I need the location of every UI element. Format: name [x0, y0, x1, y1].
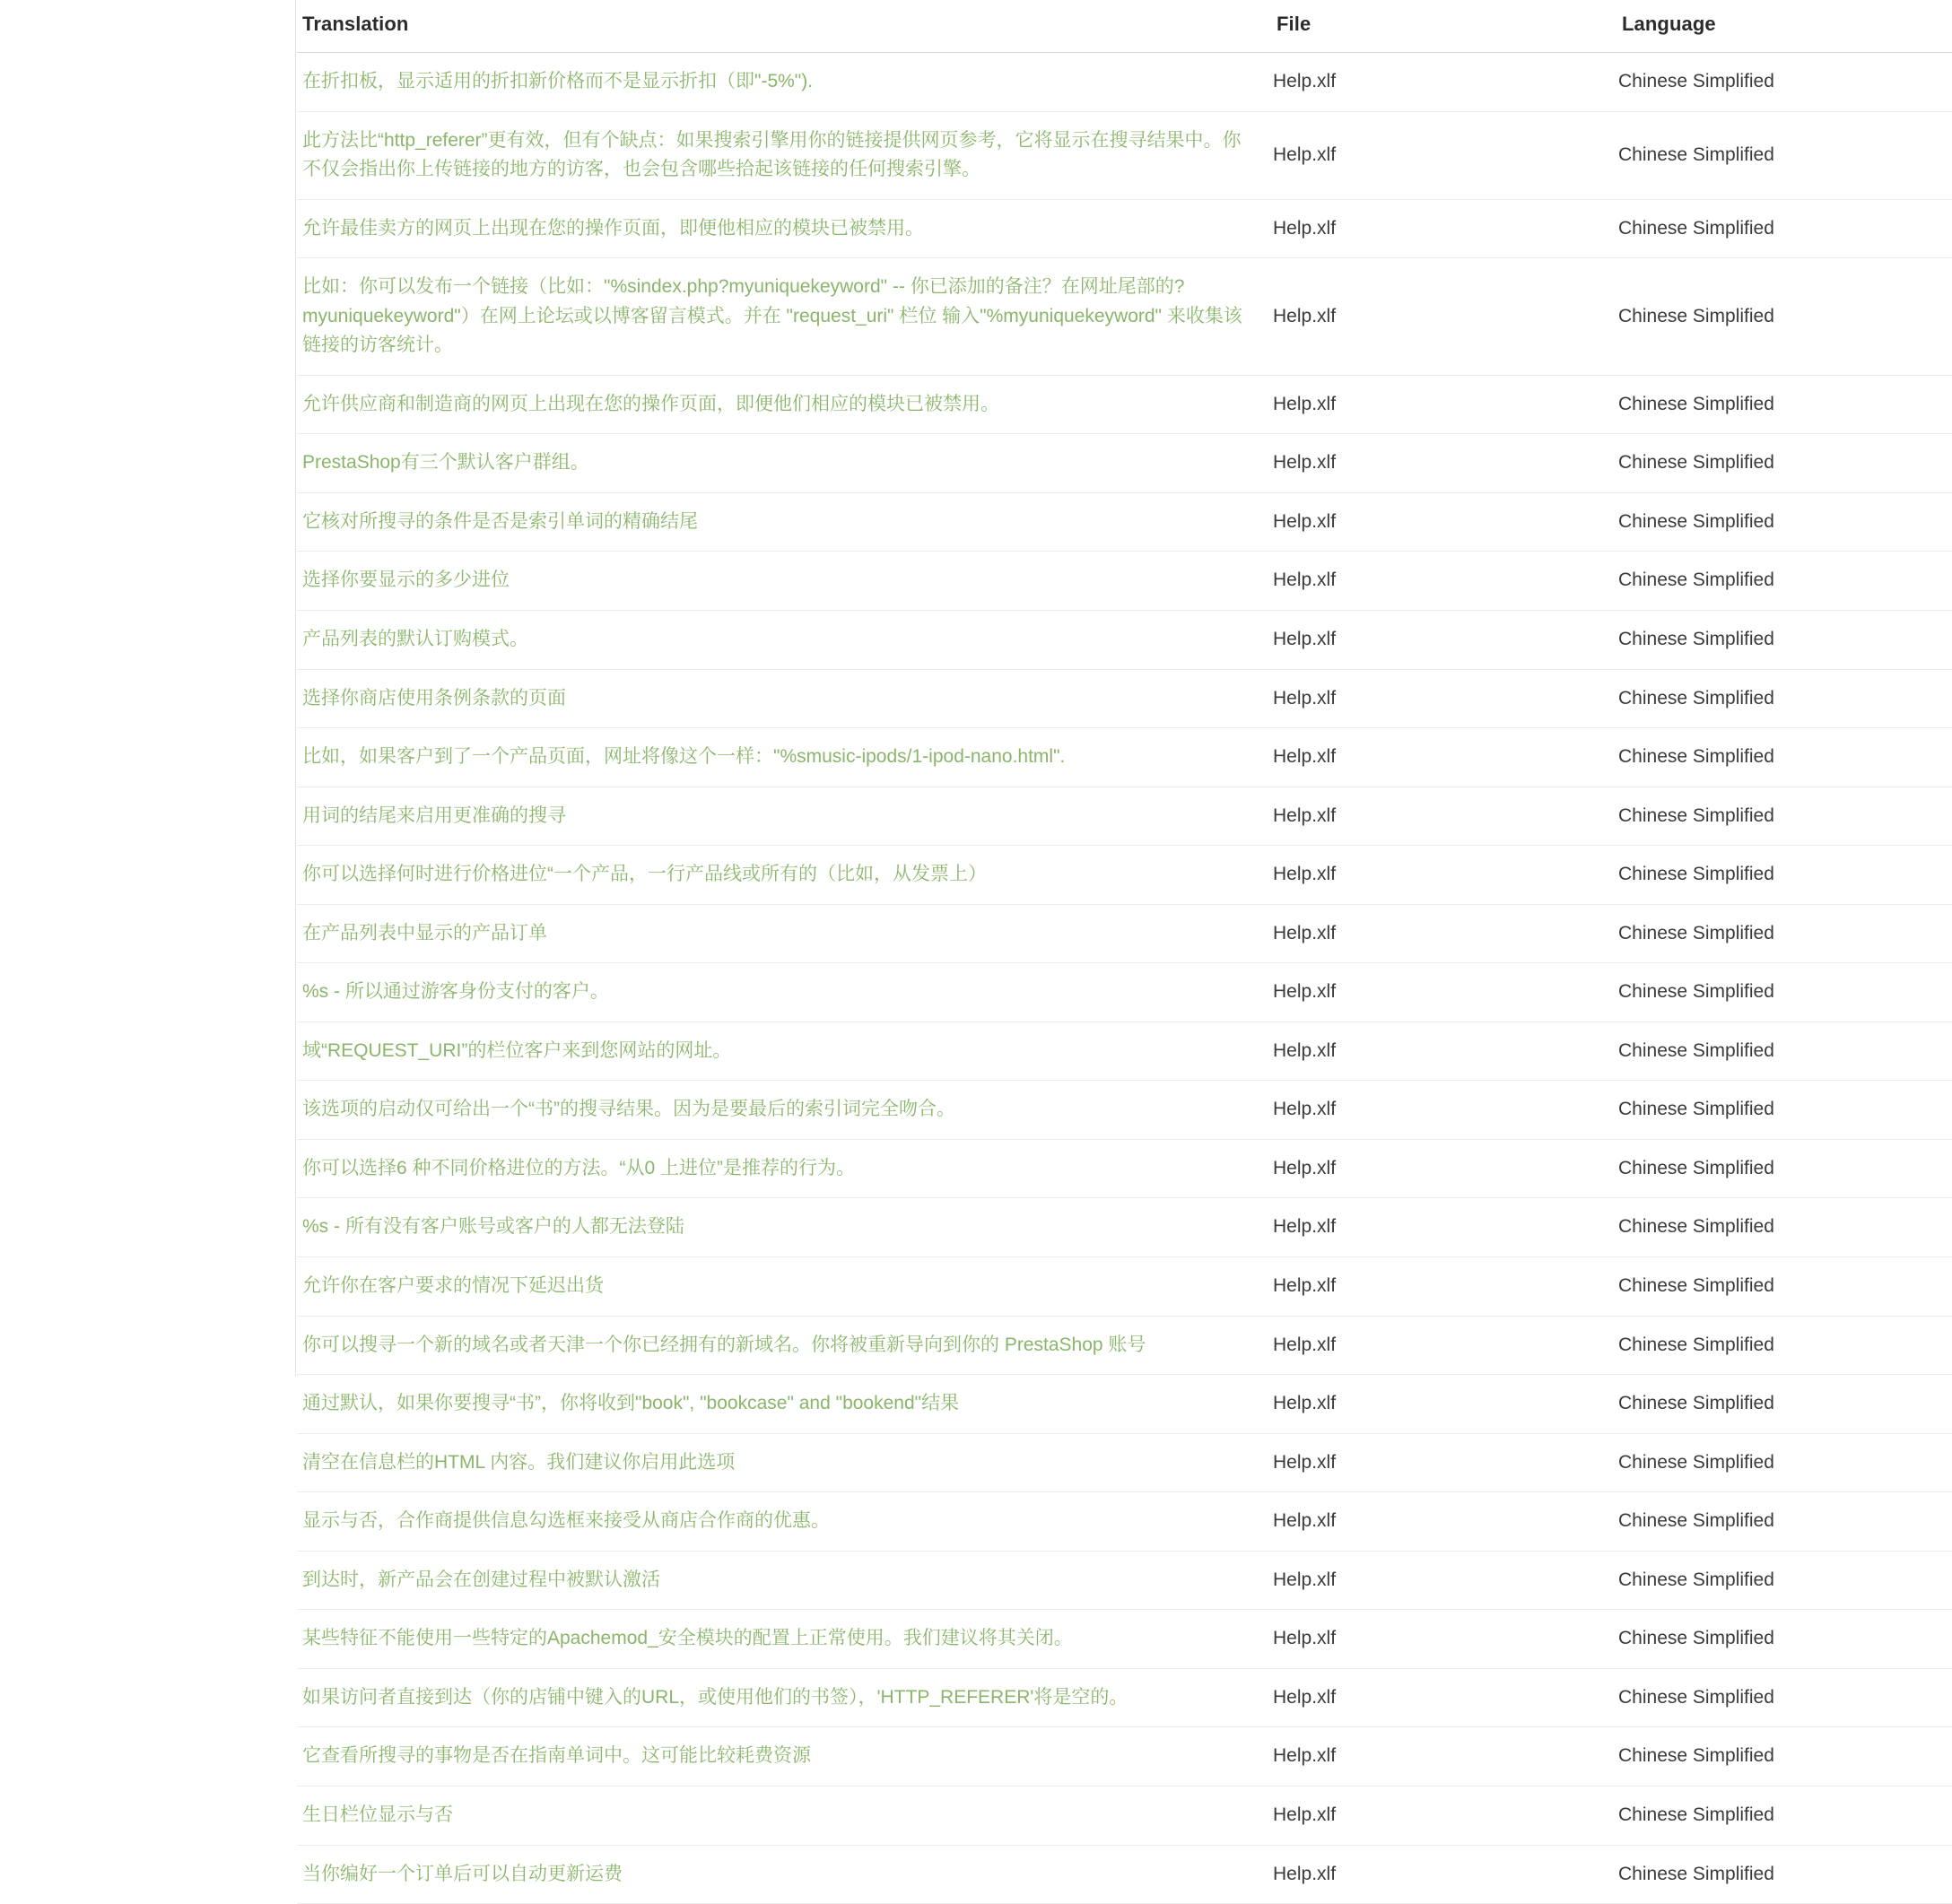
- cell-language: Chinese Simplified: [1613, 1316, 1952, 1375]
- cell-file: Help.xlf: [1268, 375, 1613, 434]
- table-row[interactable]: [297, 1081, 1952, 1140]
- cell-language: Chinese Simplified: [1613, 1022, 1952, 1081]
- cell-translation[interactable]: 允许你在客户要求的情况下延迟出货: [297, 1257, 1268, 1317]
- cell-translation[interactable]: 用词的结尾来启用更准确的搜寻: [297, 787, 1268, 846]
- table-row[interactable]: [297, 1845, 1952, 1904]
- table-row[interactable]: [297, 492, 1952, 552]
- cell-translation[interactable]: 域“REQUEST_URI”的栏位客户来到您网站的网址。: [297, 1022, 1268, 1081]
- translations-table-header: [297, 0, 1952, 53]
- cell-file: Help.xlf: [1268, 611, 1613, 670]
- cell-translation[interactable]: 某些特征不能使用一些特定的Apachemod_安全模块的配置上正常使用。我们建议将其关闭。: [297, 1610, 1268, 1669]
- cell-translation[interactable]: 该选项的启动仅可给出一个“书”的搜寻结果。因为是要最后的索引词完全吻合。: [297, 1081, 1268, 1140]
- cell-translation[interactable]: 它查看所搜寻的事物是否在指南单词中。这可能比较耗费资源: [297, 1727, 1268, 1787]
- cell-language: Chinese Simplified: [1613, 904, 1952, 963]
- cell-language: Chinese Simplified: [1613, 199, 1952, 258]
- cell-file: Help.xlf: [1268, 963, 1613, 1022]
- table-row[interactable]: [297, 1727, 1952, 1787]
- table-row[interactable]: [297, 53, 1952, 112]
- cell-file: Help.xlf: [1268, 728, 1613, 787]
- table-row[interactable]: [297, 963, 1952, 1022]
- translations-content-area: [297, 0, 1952, 1884]
- table-row[interactable]: [297, 904, 1952, 963]
- cell-language: Chinese Simplified: [1613, 1257, 1952, 1317]
- cell-language: Chinese Simplified: [1613, 728, 1952, 787]
- table-row[interactable]: [297, 1375, 1952, 1434]
- table-row[interactable]: [297, 111, 1952, 199]
- cell-file: Help.xlf: [1268, 846, 1613, 905]
- cell-translation[interactable]: 通过默认，如果你要搜寻“书”，你将收到"book", "bookcase" and "bookend"结果: [297, 1375, 1268, 1434]
- cell-file: Help.xlf: [1268, 53, 1613, 112]
- translations-table-body: [297, 53, 1952, 1904]
- cell-translation[interactable]: 如果访问者直接到达（你的店铺中键入的URL，或使用他们的书签），'HTTP_REFERER'将是空的。: [297, 1668, 1268, 1727]
- cell-language: Chinese Simplified: [1613, 111, 1952, 199]
- cell-file: Help.xlf: [1268, 1257, 1613, 1317]
- cell-file: Help.xlf: [1268, 1845, 1613, 1904]
- cell-language: Chinese Simplified: [1613, 1198, 1952, 1257]
- cell-file: Help.xlf: [1268, 1492, 1613, 1552]
- cell-language: Chinese Simplified: [1613, 434, 1952, 493]
- cell-language: Chinese Simplified: [1613, 1492, 1952, 1552]
- cell-file: Help.xlf: [1268, 1610, 1613, 1669]
- cell-language: Chinese Simplified: [1613, 552, 1952, 611]
- table-row[interactable]: [297, 1257, 1952, 1317]
- left-sidebar-gutter: [0, 0, 296, 1376]
- table-row[interactable]: [297, 258, 1952, 376]
- cell-translation[interactable]: 比如，如果客户到了一个产品页面，网址将像这个一样："%smusic-ipods/1-ipod-nano.html".: [297, 728, 1268, 787]
- cell-language: Chinese Simplified: [1613, 1668, 1952, 1727]
- cell-file: Help.xlf: [1268, 111, 1613, 199]
- cell-translation[interactable]: 到达时，新产品会在创建过程中被默认激活: [297, 1551, 1268, 1610]
- cell-translation[interactable]: 当你编好一个订单后可以自动更新运费: [297, 1845, 1268, 1904]
- cell-language: Chinese Simplified: [1613, 1610, 1952, 1669]
- cell-file: Help.xlf: [1268, 1375, 1613, 1434]
- cell-language: Chinese Simplified: [1613, 258, 1952, 376]
- cell-translation[interactable]: 你可以选择6 种不同价格进位的方法。“从0 上进位”是推荐的行为。: [297, 1139, 1268, 1198]
- cell-language: Chinese Simplified: [1613, 1786, 1952, 1845]
- cell-translation[interactable]: 你可以选择何时进行价格进位“一个产品，一行产品线或所有的（比如，从发票上）: [297, 846, 1268, 905]
- cell-language: Chinese Simplified: [1613, 492, 1952, 552]
- table-row[interactable]: [297, 1551, 1952, 1610]
- cell-translation[interactable]: PrestaShop有三个默认客户群组。: [297, 434, 1268, 493]
- cell-file: Help.xlf: [1268, 1139, 1613, 1198]
- cell-language: Chinese Simplified: [1613, 963, 1952, 1022]
- cell-translation[interactable]: %s - 所有没有客户账号或客户的人都无法登陆: [297, 1198, 1268, 1257]
- cell-file: Help.xlf: [1268, 492, 1613, 552]
- cell-language: Chinese Simplified: [1613, 669, 1952, 728]
- cell-language: Chinese Simplified: [1613, 1433, 1952, 1492]
- cell-language: Chinese Simplified: [1613, 787, 1952, 846]
- cell-translation[interactable]: 清空在信息栏的HTML 内容。我们建议你启用此选项: [297, 1433, 1268, 1492]
- cell-language: Chinese Simplified: [1613, 375, 1952, 434]
- cell-file: Help.xlf: [1268, 1727, 1613, 1787]
- cell-file: Help.xlf: [1268, 552, 1613, 611]
- cell-language: Chinese Simplified: [1613, 611, 1952, 670]
- table-row[interactable]: [297, 552, 1952, 611]
- cell-translation[interactable]: 此方法比“http_referer”更有效，但有个缺点：如果搜索引擎用你的链接提供网页参考，它将显示在搜寻结果中。你不仅会指出你上传链接的地方的访客，也会包含哪些拾起该链接的任何搜索引擎。: [297, 111, 1268, 199]
- cell-language: Chinese Simplified: [1613, 1727, 1952, 1787]
- table-row[interactable]: [297, 1668, 1952, 1727]
- cell-file: Help.xlf: [1268, 669, 1613, 728]
- table-row[interactable]: [297, 1786, 1952, 1845]
- cell-translation[interactable]: 在产品列表中显示的产品订单: [297, 904, 1268, 963]
- cell-translation[interactable]: 比如：你可以发布一个链接（比如："%sindex.php?myuniquekeyword" -- 你已添加的备注？在网址尾部的?myuniquekeyword"）在网上论坛或以博客留言模式。并在 "request_uri" 栏位 输入"%myuniquekeyword" 来收集该链接的访客统计。: [297, 258, 1268, 376]
- cell-language: Chinese Simplified: [1613, 1551, 1952, 1610]
- table-row[interactable]: [297, 1139, 1952, 1198]
- table-row[interactable]: [297, 1316, 1952, 1375]
- table-header-row: [297, 0, 1952, 53]
- column-header-language[interactable]: Language: [1613, 0, 1952, 53]
- cell-file: Help.xlf: [1268, 258, 1613, 376]
- cell-language: Chinese Simplified: [1613, 1081, 1952, 1140]
- cell-file: Help.xlf: [1268, 1786, 1613, 1845]
- cell-file: Help.xlf: [1268, 904, 1613, 963]
- cell-translation[interactable]: 产品列表的默认订购模式。: [297, 611, 1268, 670]
- cell-file: Help.xlf: [1268, 787, 1613, 846]
- cell-translation[interactable]: 生日栏位显示与否: [297, 1786, 1268, 1845]
- table-row[interactable]: [297, 1433, 1952, 1492]
- cell-file: Help.xlf: [1268, 1022, 1613, 1081]
- cell-translation[interactable]: 选择你商店使用条例条款的页面: [297, 669, 1268, 728]
- table-row[interactable]: [297, 787, 1952, 846]
- table-row[interactable]: [297, 1022, 1952, 1081]
- column-header-file[interactable]: File: [1268, 0, 1613, 53]
- table-row[interactable]: [297, 199, 1952, 258]
- cell-language: Chinese Simplified: [1613, 846, 1952, 905]
- cell-translation[interactable]: 你可以搜寻一个新的域名或者天津一个你已经拥有的新域名。你将被重新导向到你的 PrestaShop 账号: [297, 1316, 1268, 1375]
- cell-file: Help.xlf: [1268, 1316, 1613, 1375]
- cell-language: Chinese Simplified: [1613, 1139, 1952, 1198]
- cell-translation[interactable]: 显示与否，合作商提供信息勾选框来接受从商店合作商的优惠。: [297, 1492, 1268, 1552]
- cell-file: Help.xlf: [1268, 1081, 1613, 1140]
- table-row[interactable]: [297, 1492, 1952, 1552]
- table-row[interactable]: [297, 728, 1952, 787]
- cell-language: Chinese Simplified: [1613, 1845, 1952, 1904]
- cell-file: Help.xlf: [1268, 1198, 1613, 1257]
- table-row[interactable]: [297, 375, 1952, 434]
- cell-file: Help.xlf: [1268, 434, 1613, 493]
- cell-language: Chinese Simplified: [1613, 1375, 1952, 1434]
- cell-file: Help.xlf: [1268, 1551, 1613, 1610]
- table-row[interactable]: [297, 611, 1952, 670]
- cell-translation[interactable]: 允许供应商和制造商的网页上出现在您的操作页面，即便他们相应的模块已被禁用。: [297, 375, 1268, 434]
- table-row[interactable]: [297, 434, 1952, 493]
- table-row[interactable]: [297, 1610, 1952, 1669]
- cell-translation[interactable]: 选择你要显示的多少进位: [297, 552, 1268, 611]
- cell-translation[interactable]: %s - 所以通过游客身份支付的客户。: [297, 963, 1268, 1022]
- column-header-translation[interactable]: Translation: [297, 0, 1268, 53]
- table-row[interactable]: [297, 669, 1952, 728]
- cell-file: Help.xlf: [1268, 199, 1613, 258]
- cell-translation[interactable]: 它核对所搜寻的条件是否是索引单词的精确结尾: [297, 492, 1268, 552]
- cell-translation[interactable]: 允许最佳卖方的网页上出现在您的操作页面，即便他相应的模块已被禁用。: [297, 199, 1268, 258]
- cell-translation[interactable]: 在折扣板，显示适用的折扣新价格而不是显示折扣（即"-5%").: [297, 53, 1268, 112]
- table-row[interactable]: [297, 846, 1952, 905]
- translations-table: [297, 0, 1952, 1904]
- cell-file: Help.xlf: [1268, 1433, 1613, 1492]
- cell-language: Chinese Simplified: [1613, 53, 1952, 112]
- table-row[interactable]: [297, 1198, 1952, 1257]
- cell-file: Help.xlf: [1268, 1668, 1613, 1727]
